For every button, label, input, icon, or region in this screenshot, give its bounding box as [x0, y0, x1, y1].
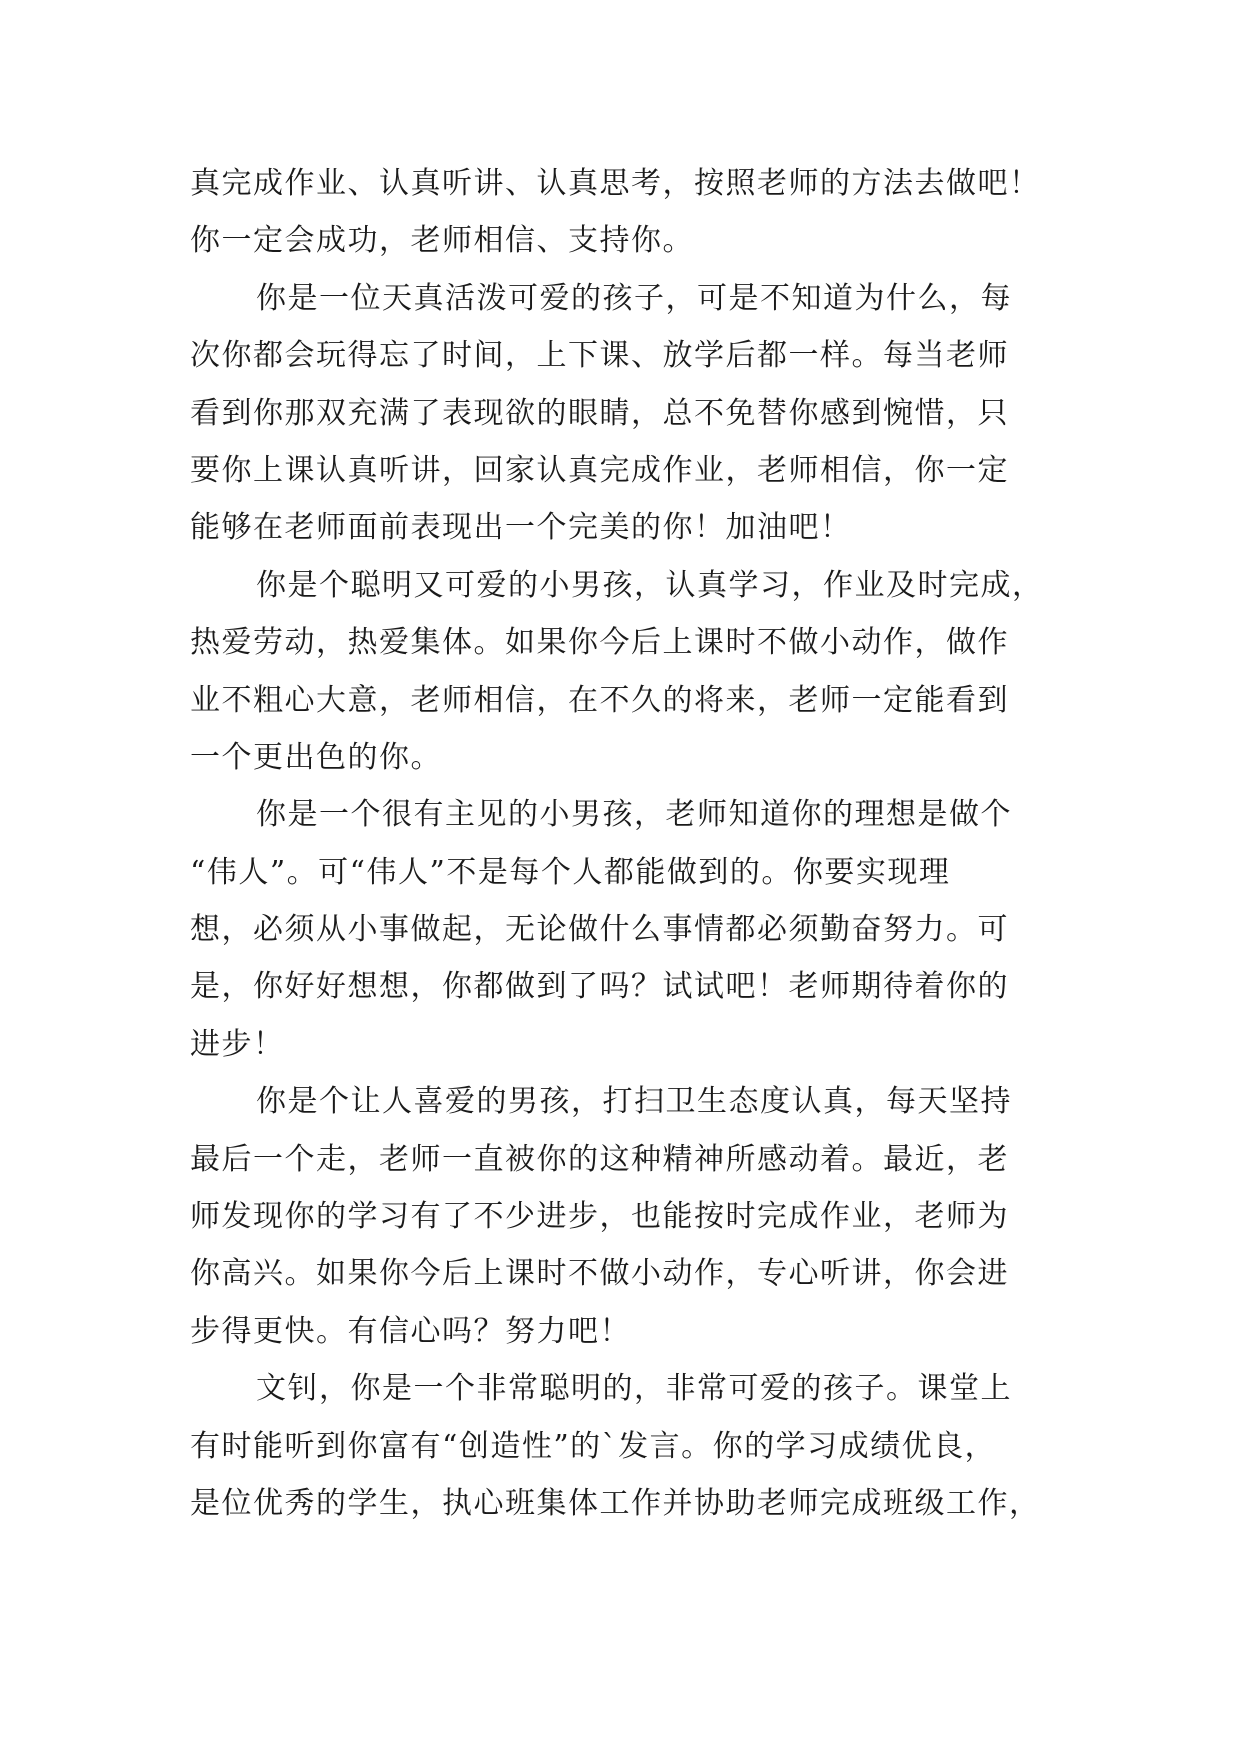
body-text [190, 155, 1050, 1532]
text-line: 进步！ [190, 1026, 285, 1062]
text-line: 真完成作业、认真听讲、认真思考，按照老师的方法去做吧！ [190, 166, 1041, 201]
text-line: 是位优秀的学生，执心班集体工作并协助老师完成班级工作， [190, 1485, 1041, 1521]
text-line: 有时能听到你富有“创造性”的`发言。你的学习成绩优良， [190, 1428, 997, 1464]
text-line: 你一定会成功，老师相信、支持你。 [190, 223, 694, 259]
text-line: 次你都会玩得忘了时间，上下课、放学后都一样。每当老师 [190, 338, 1009, 374]
text-line: 想，必须从小事做起，无论做什么事情都必须勤奋努力。可 [190, 912, 1009, 948]
text-line: “伟人”。可“伟人”不是每个人都能做到的。你要实现理 [190, 854, 951, 890]
text-line: 你是个让人喜爱的男孩，打扫卫生态度认真，每天坚持 [256, 1084, 1012, 1120]
text-line: 步得更快。有信心吗？努力吧！ [190, 1313, 631, 1349]
text-line: 你是一位天真活泼可爱的孩子，可是不知道为什么，每 [256, 280, 1012, 316]
text-line: 你高兴。如果你今后上课时不做小动作，专心听讲，你会进 [190, 1256, 1009, 1292]
text-line: 你是个聪明又可爱的小男孩，认真学习，作业及时完成， [256, 567, 1044, 603]
text-line: 最后一个走，老师一直被你的这种精神所感动着。最近，老 [190, 1141, 1009, 1177]
text-line: 热爱劳动，热爱集体。如果你今后上课时不做小动作，做作 [190, 625, 1009, 661]
text-line: 师发现你的学习有了不少进步，也能按时完成作业，老师为 [190, 1199, 1009, 1235]
text-line: 文钊，你是一个非常聪明的，非常可爱的孩子。课堂上 [256, 1371, 1012, 1407]
text-line: 能够在老师面前表现出一个完美的你！加油吧！ [190, 510, 852, 546]
text-line: 你是一个很有主见的小男孩，老师知道你的理想是做个 [256, 797, 1012, 833]
text-line: 业不粗心大意，老师相信，在不久的将来，老师一定能看到 [190, 682, 1009, 718]
text-line: 一个更出色的你。 [190, 739, 442, 775]
text-line: 是，你好好想想，你都做到了吗？试试吧！老师期待着你的 [190, 969, 1009, 1005]
text-line: 看到你那双充满了表现欲的眼睛，总不免替你感到惋惜，只 [190, 395, 1009, 431]
text-line: 要你上课认真听讲，回家认真完成作业，老师相信，你一定 [190, 452, 1009, 488]
